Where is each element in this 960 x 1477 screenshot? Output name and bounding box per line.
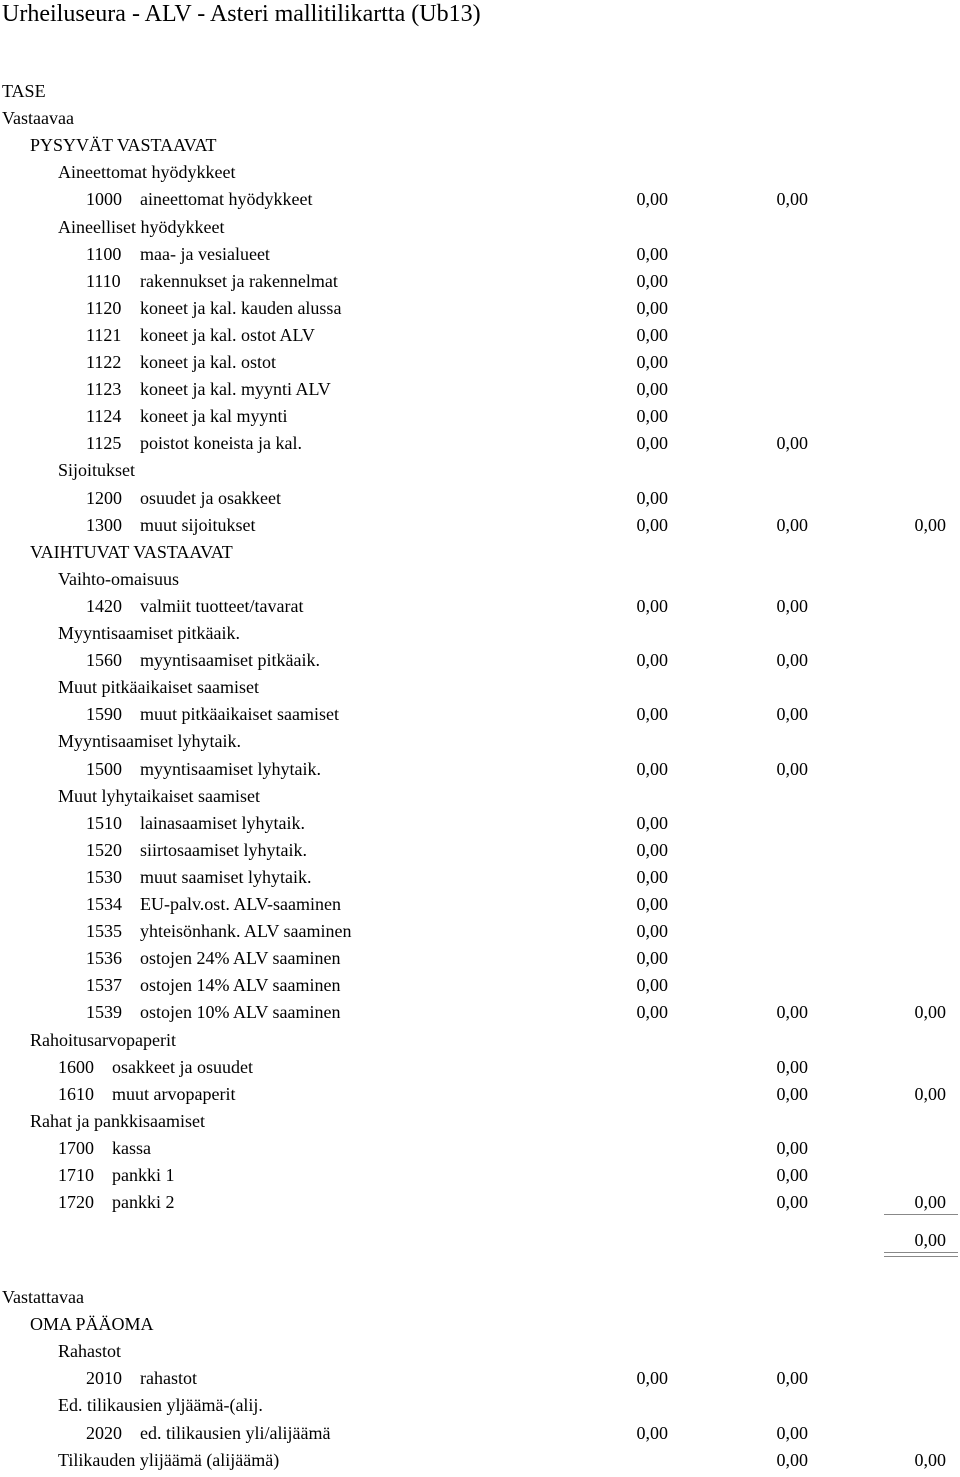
account-name: koneet ja kal. kauden alussa [140, 298, 342, 318]
account-name: myyntisaamiset pitkäaik. [140, 650, 320, 670]
amount-c1: 0,00 [636, 1368, 668, 1388]
account-name: koneet ja kal. ostot [140, 352, 276, 372]
amount-c2: 0,00 [776, 759, 808, 779]
amount-c2: 0,00 [776, 1192, 808, 1212]
section-heading: VAIHTUVAT VASTAAVAT [30, 542, 233, 562]
account-row [0, 325, 960, 352]
amount-c1: 0,00 [636, 840, 668, 860]
account-code: 2010 [86, 1368, 122, 1388]
section-heading: Aineelliset hyödykkeet [58, 217, 225, 237]
section-heading-row [0, 786, 960, 813]
amount-c3: 0,00 [914, 515, 946, 535]
account-row [0, 1165, 960, 1192]
section-heading: TASE [2, 81, 46, 101]
account-name: osuudet ja osakkeet [140, 488, 281, 508]
section-heading-row [0, 731, 960, 758]
amount-c1: 0,00 [636, 325, 668, 345]
account-name: valmiit tuotteet/tavarat [140, 596, 304, 616]
amount-c2: 0,00 [776, 650, 808, 670]
account-row [0, 352, 960, 379]
amount-c1: 0,00 [636, 704, 668, 724]
amount-c2: 0,00 [776, 1084, 808, 1104]
amount-c1: 0,00 [636, 488, 668, 508]
section-heading-row [0, 1450, 960, 1477]
amount-c3: 0,00 [914, 1450, 946, 1470]
amount-c2: 0,00 [776, 1165, 808, 1185]
amount-c1: 0,00 [636, 975, 668, 995]
account-row [0, 921, 960, 948]
amount-c2: 0,00 [776, 189, 808, 209]
account-name: siirtosaamiset lyhytaik. [140, 840, 307, 860]
account-name: EU-palv.ost. ALV-saaminen [140, 894, 341, 914]
amount-c3: 0,00 [914, 1192, 946, 1212]
section-heading-row [0, 135, 960, 162]
section-heading: Vaihto-omaisuus [58, 569, 179, 589]
account-code: 1534 [86, 894, 122, 914]
account-code: 1536 [86, 948, 122, 968]
account-name: koneet ja kal. ostot ALV [140, 325, 315, 345]
amount-c1: 0,00 [636, 271, 668, 291]
section-heading-row [0, 542, 960, 569]
account-code: 1121 [86, 325, 122, 345]
section-heading-row [0, 217, 960, 244]
account-row [0, 704, 960, 731]
account-row [0, 515, 960, 542]
amount-c2: 0,00 [776, 1368, 808, 1388]
account-name: aineettomat hyödykkeet [140, 189, 313, 209]
account-name: koneet ja kal myynti [140, 406, 288, 426]
amount-c1: 0,00 [636, 1423, 668, 1443]
grand-total-amount: 0,00 [914, 1230, 946, 1250]
account-code: 1300 [86, 515, 122, 535]
section-heading: Vastaavaa [2, 108, 74, 128]
amount-c1: 0,00 [636, 813, 668, 833]
account-name: pankki 2 [112, 1192, 175, 1212]
section-heading-row [0, 460, 960, 487]
account-code: 1560 [86, 650, 122, 670]
account-row [0, 271, 960, 298]
amount-c1: 0,00 [636, 406, 668, 426]
account-row [0, 650, 960, 677]
amount-c2: 0,00 [776, 596, 808, 616]
amount-c2: 0,00 [776, 515, 808, 535]
grand-total-row [0, 1230, 960, 1257]
amount-c1: 0,00 [636, 596, 668, 616]
section-heading: OMA PÄÄOMA [30, 1314, 154, 1334]
account-name: rahastot [140, 1368, 197, 1388]
amount-c2: 0,00 [776, 1057, 808, 1077]
account-row [0, 379, 960, 406]
account-code: 1000 [86, 189, 122, 209]
account-code: 1710 [58, 1165, 94, 1185]
report-title: Urheiluseura - ALV - Asteri mallitilikartta (Ub13) [2, 1, 481, 27]
account-code: 1110 [86, 271, 121, 291]
account-code: 1535 [86, 921, 122, 941]
account-row [0, 1423, 960, 1450]
account-name: kassa [112, 1138, 151, 1158]
account-code: 1510 [86, 813, 122, 833]
section-heading-row [0, 81, 960, 108]
account-row [0, 759, 960, 786]
account-row [0, 1138, 960, 1165]
section-heading: Ed. tilikausien yljäämä-(alij. [58, 1395, 263, 1415]
account-name: myyntisaamiset lyhytaik. [140, 759, 321, 779]
amount-c3: 0,00 [914, 1084, 946, 1104]
section-heading-row [0, 1030, 960, 1057]
account-code: 1122 [86, 352, 122, 372]
account-name: rakennukset ja rakennelmat [140, 271, 338, 291]
amount-c1: 0,00 [636, 867, 668, 887]
section-heading: Tilikauden ylijäämä (alijäämä) [58, 1450, 280, 1470]
amount-c2: 0,00 [776, 1450, 808, 1470]
section-heading: Rahoitusarvopaperit [30, 1030, 176, 1050]
section-heading: Vastattavaa [2, 1287, 84, 1307]
section-heading-row [0, 677, 960, 704]
section-heading-row [0, 162, 960, 189]
account-row [0, 894, 960, 921]
account-row [0, 867, 960, 894]
account-name: muut pitkäaikaiset saamiset [140, 704, 339, 724]
amount-c1: 0,00 [636, 921, 668, 941]
account-row [0, 406, 960, 433]
account-name: ostojen 24% ALV saaminen [140, 948, 341, 968]
account-row [0, 948, 960, 975]
amount-c1: 0,00 [636, 244, 668, 264]
account-name: muut arvopaperit [112, 1084, 236, 1104]
amount-c1: 0,00 [636, 298, 668, 318]
section-heading: Muut pitkäaikaiset saamiset [58, 677, 259, 697]
account-row [0, 488, 960, 515]
amount-c2: 0,00 [776, 1423, 808, 1443]
account-name: maa- ja vesialueet [140, 244, 270, 264]
account-row [0, 1084, 960, 1111]
account-code: 1590 [86, 704, 122, 724]
account-row [0, 1002, 960, 1029]
account-code: 1100 [86, 244, 122, 264]
account-code: 1530 [86, 867, 122, 887]
account-code: 1500 [86, 759, 122, 779]
section-heading: Aineettomat hyödykkeet [58, 162, 236, 182]
account-code: 1120 [86, 298, 122, 318]
account-code: 1123 [86, 379, 122, 399]
total-double-rule [884, 1252, 958, 1257]
section-heading-row [0, 1287, 960, 1314]
account-name: ostojen 10% ALV saaminen [140, 1002, 341, 1022]
section-heading: Myyntisaamiset pitkäaik. [58, 623, 240, 643]
account-row [0, 596, 960, 623]
amount-c2: 0,00 [776, 1002, 808, 1022]
amount-c1: 0,00 [636, 894, 668, 914]
amount-c1: 0,00 [636, 189, 668, 209]
account-code: 1125 [86, 433, 122, 453]
section-heading: Rahat ja pankkisaamiset [30, 1111, 205, 1131]
account-row [0, 975, 960, 1002]
amount-c2: 0,00 [776, 1138, 808, 1158]
amount-c3: 0,00 [914, 1002, 946, 1022]
account-name: muut saamiset lyhytaik. [140, 867, 312, 887]
amount-c1: 0,00 [636, 650, 668, 670]
amount-c2: 0,00 [776, 704, 808, 724]
account-row [0, 813, 960, 840]
account-name: poistot koneista ja kal. [140, 433, 302, 453]
account-code: 1539 [86, 1002, 122, 1022]
account-code: 1124 [86, 406, 122, 426]
account-code: 2020 [86, 1423, 122, 1443]
amount-c1: 0,00 [636, 352, 668, 372]
account-code: 1610 [58, 1084, 94, 1104]
amount-c1: 0,00 [636, 433, 668, 453]
amount-c1: 0,00 [636, 1002, 668, 1022]
account-name: pankki 1 [112, 1165, 175, 1185]
amount-c1: 0,00 [636, 759, 668, 779]
account-code: 1520 [86, 840, 122, 860]
section-heading: Rahastot [58, 1341, 121, 1361]
section-heading: Sijoitukset [58, 460, 136, 480]
section-heading-row [0, 623, 960, 650]
account-name: muut sijoitukset [140, 515, 256, 535]
section-heading-row [0, 569, 960, 596]
account-row [0, 244, 960, 271]
amount-c2: 0,00 [776, 433, 808, 453]
amount-c1: 0,00 [636, 948, 668, 968]
section-heading-row [0, 1395, 960, 1422]
account-row [0, 1368, 960, 1395]
account-name: osakkeet ja osuudet [112, 1057, 253, 1077]
account-row [0, 433, 960, 460]
account-name: yhteisönhank. ALV saaminen [140, 921, 352, 941]
section-heading-row [0, 1341, 960, 1368]
account-name: lainasaamiset lyhytaik. [140, 813, 305, 833]
section-heading-row [0, 1111, 960, 1138]
amount-c1: 0,00 [636, 515, 668, 535]
account-row [0, 189, 960, 216]
account-row [0, 1192, 960, 1219]
account-row [0, 840, 960, 867]
section-heading: PYSYVÄT VASTAAVAT [30, 135, 217, 155]
amount-c1: 0,00 [636, 379, 668, 399]
account-code: 1420 [86, 596, 122, 616]
section-heading: Muut lyhytaikaiset saamiset [58, 786, 260, 806]
account-code: 1700 [58, 1138, 94, 1158]
account-code: 1200 [86, 488, 122, 508]
account-row [0, 298, 960, 325]
account-name: koneet ja kal. myynti ALV [140, 379, 331, 399]
account-code: 1537 [86, 975, 122, 995]
account-name: ostojen 14% ALV saaminen [140, 975, 341, 995]
account-code: 1600 [58, 1057, 94, 1077]
account-code: 1720 [58, 1192, 94, 1212]
subtotal-rule [884, 1214, 958, 1215]
account-name: ed. tilikausien yli/alijäämä [140, 1423, 331, 1443]
section-heading: Myyntisaamiset lyhytaik. [58, 731, 241, 751]
section-heading-row [0, 108, 960, 135]
section-heading-row [0, 1314, 960, 1341]
account-row [0, 1057, 960, 1084]
